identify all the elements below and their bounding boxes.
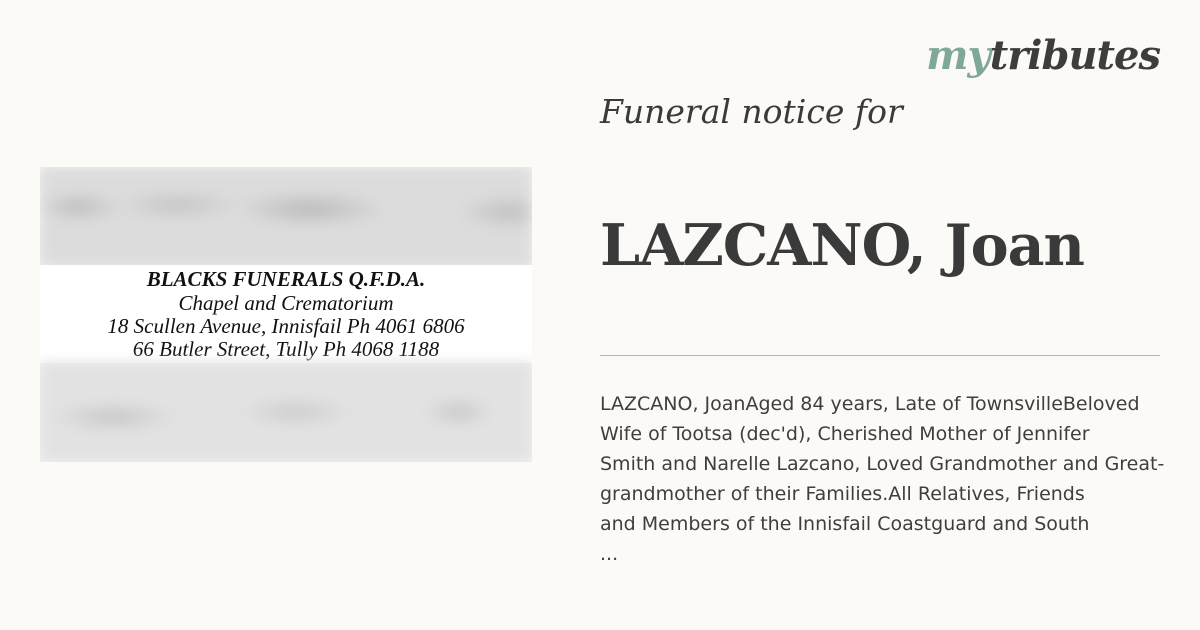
mytributes-logo[interactable] — [926, 32, 1160, 79]
notice-heading: Funeral notice for — [600, 92, 903, 131]
logo-my: my — [926, 32, 990, 79]
funeral-home-subtitle: Chapel and Crematorium — [178, 291, 394, 315]
blurred-notice-bottom — [40, 362, 532, 462]
blurred-notice-top — [40, 167, 532, 267]
funeral-home-name: BLACKS FUNERALS Q.F.D.A. — [146, 267, 426, 291]
notice-body-line: Wife of Tootsa (dec'd), Cherished Mother of Jennifer — [600, 423, 1090, 445]
notice-body-line: grandmother of their Families.All Relatives, Friends — [600, 483, 1085, 505]
divider — [600, 355, 1160, 356]
funeral-notice-image — [40, 167, 532, 462]
notice-body — [600, 389, 1200, 569]
notice-body-ellipsis: ... — [600, 543, 619, 565]
notice-body-line: LAZCANO, JoanAged 84 years, Late of TownsvilleBeloved — [600, 393, 1140, 415]
funeral-home-address-1: 18 Scullen Avenue, Innisfail Ph 4061 6806 — [107, 314, 465, 338]
deceased-name: LAZCANO, Joan — [600, 212, 1084, 279]
notice-body-line: Smith and Narelle Lazcano, Loved Grandmother and Great- — [600, 453, 1165, 475]
funeral-home-address-2: 66 Butler Street, Tully Ph 4068 1188 — [132, 337, 440, 361]
logo-tributes: tributes — [989, 32, 1160, 79]
funeral-home-card — [40, 265, 532, 363]
notice-body-line: and Members of the Innisfail Coastguard and South — [600, 513, 1090, 535]
